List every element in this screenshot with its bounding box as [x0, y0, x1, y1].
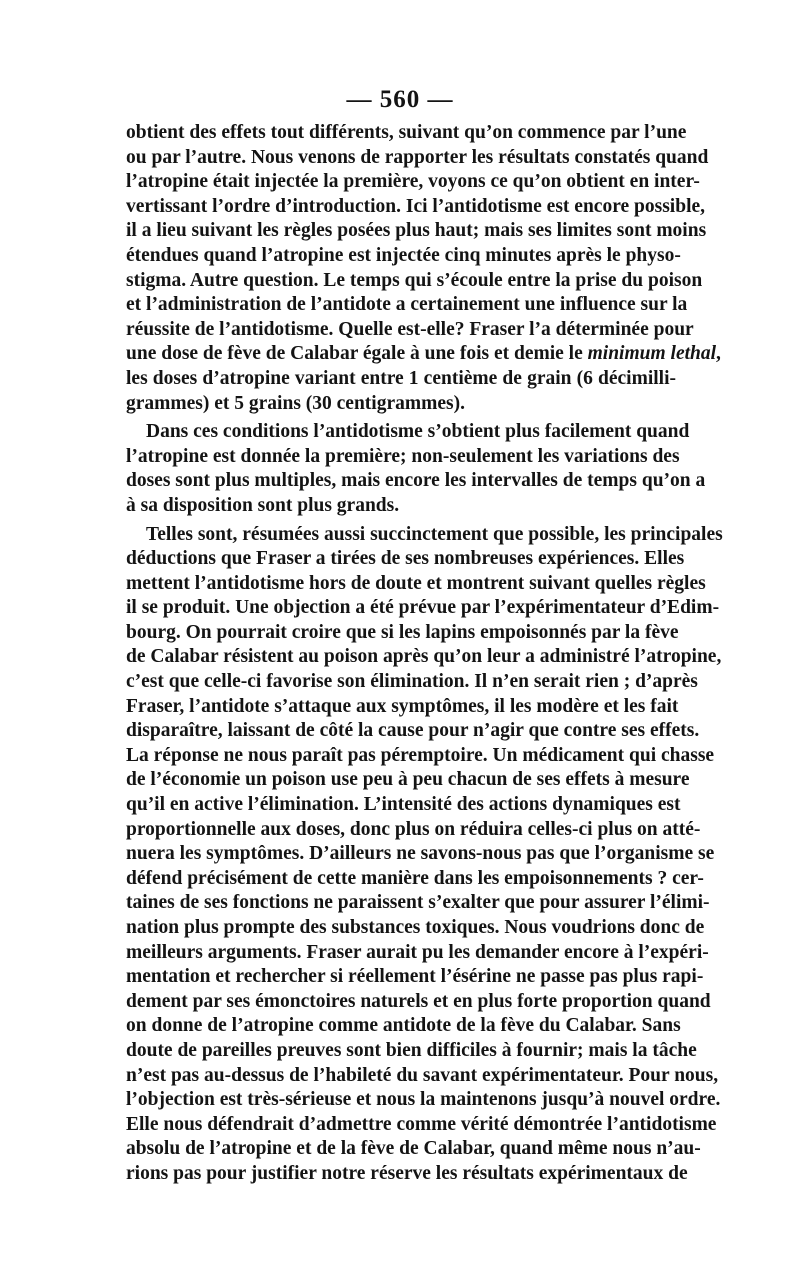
text-line: doute de pareilles preuves sont bien difficiles à fournir; mais la tâche	[126, 1039, 697, 1061]
text-line: il a lieu suivant les règles posées plus haut; mais ses limites sont moins	[126, 220, 707, 242]
text-line: déductions que Fraser a tirées de ses nombreuses expériences. Elles	[126, 548, 685, 570]
text-line: Elle nous défendrait d’admettre comme vérité démontrée l’antidotisme	[126, 1113, 717, 1135]
text-line: proportionnelle aux doses, donc plus on réduira celles-ci plus on atté-	[126, 818, 701, 840]
text-line: Fraser, l’antidote s’attaque aux symptômes, il les modère et les fait	[126, 695, 679, 717]
italic-phrase: minimum lethal	[587, 343, 717, 365]
text-line: ou par l’autre. Nous venons de rapporter les résultats constatés quand	[126, 146, 709, 168]
text-line: n’est pas au-dessus de l’habileté du savant expérimentateur. Pour nous,	[126, 1064, 719, 1086]
text-line: l’atropine était injectée la première, voyons ce qu’on obtient en inter-	[126, 171, 700, 193]
text-line: de l’économie un poison use peu à peu chacun de ses effets à mesure	[126, 769, 690, 791]
text-line: taines de ses fonctions ne paraissent s’exalter que pour assurer l’élimi-	[126, 892, 710, 914]
text-line: une dose de fève de Calabar égale à une fois et demie le minimum lethal,	[126, 343, 721, 365]
text-line: qu’il en active l’élimination. L’intensité des actions dynamiques est	[126, 794, 681, 816]
text-line: il se produit. Une objection a été prévue par l’expérimentateur d’Edim-	[126, 597, 720, 619]
text-line: stigma. Autre question. Le temps qui s’écoule entre la prise du poison	[126, 269, 703, 291]
text-line: bourg. On pourrait croire que si les lapins empoisonnés par la fève	[126, 621, 679, 643]
text-line: on donne de l’atropine comme antidote de la fève du Calabar. Sans	[126, 1015, 681, 1037]
text-line: l’atropine est donnée la première; non-seulement les variations des	[126, 445, 680, 467]
page-number: — 560 —	[346, 86, 454, 113]
paragraph	[126, 121, 721, 416]
text-line: et l’administration de l’antidote a certainement une influence sur la	[126, 294, 688, 316]
text-line: grammes) et 5 grains (30 centigrammes).	[126, 392, 465, 414]
paragraph	[126, 420, 706, 518]
text-line: de Calabar résistent au poison après qu’on leur a administré l’atropine,	[126, 646, 722, 668]
text-line: absolu de l’atropine et de la fève de Calabar, quand même nous n’au-	[126, 1138, 701, 1160]
text-line: à sa disposition sont plus grands.	[126, 494, 400, 516]
text-line: vertissant l’ordre d’introduction. Ici l’antidotisme est encore possible,	[126, 195, 706, 217]
text-line: dement par ses émonctoires naturels et en plus forte proportion quand	[126, 990, 711, 1012]
text-line: doses sont plus multiples, mais encore les intervalles de temps qu’on a	[126, 470, 706, 492]
paragraph	[126, 523, 723, 1187]
body-text	[126, 121, 723, 1187]
text-line: obtient des effets tout différents, suivant qu’on commence par l’une	[126, 122, 687, 143]
text-line: La réponse ne nous paraît pas péremptoire. Un médicament qui chasse	[126, 744, 715, 766]
text-line: mettent l’antidotisme hors de doute et montrent suivant quelles règles	[126, 572, 706, 594]
text-line: meilleurs arguments. Fraser aurait pu les demander encore à l’expéri-	[126, 941, 709, 963]
text-line: Dans ces conditions l’antidotisme s’obtient plus facilement quand	[146, 421, 690, 443]
text-line: réussite de l’antidotisme. Quelle est-elle? Fraser l’a déterminée pour	[126, 318, 694, 340]
text-line: étendues quand l’atropine est injectée cinq minutes après le physo-	[126, 244, 681, 266]
text-line: Telles sont, résumées aussi succinctement que possible, les principales	[146, 523, 723, 545]
text-line: disparaître, laissant de côté la cause pour n’agir que contre ses effets.	[126, 720, 700, 742]
text-line: mentation et rechercher si réellement l’ésérine ne passe pas plus rapi-	[126, 966, 704, 988]
text-line: défend précisément de cette manière dans les empoisonnements ? cer-	[126, 867, 704, 889]
text-line: nation plus prompte des substances toxiques. Nous voudrions donc de	[126, 917, 705, 938]
text-line: nuera les symptômes. D’ailleurs ne savons-nous pas que l’organisme se	[126, 843, 715, 865]
text-line: les doses d’atropine variant entre 1 centième de grain (6 décimilli-	[126, 367, 676, 389]
text-line: rions pas pour justifier notre réserve les résultats expérimentaux de	[126, 1162, 688, 1184]
text-line: c’est que celle-ci favorise son élimination. Il n’en serait rien ; d’après	[126, 671, 698, 693]
text-line: l’objection est très-sérieuse et nous la maintenons jusqu’à nouvel ordre.	[126, 1089, 721, 1111]
